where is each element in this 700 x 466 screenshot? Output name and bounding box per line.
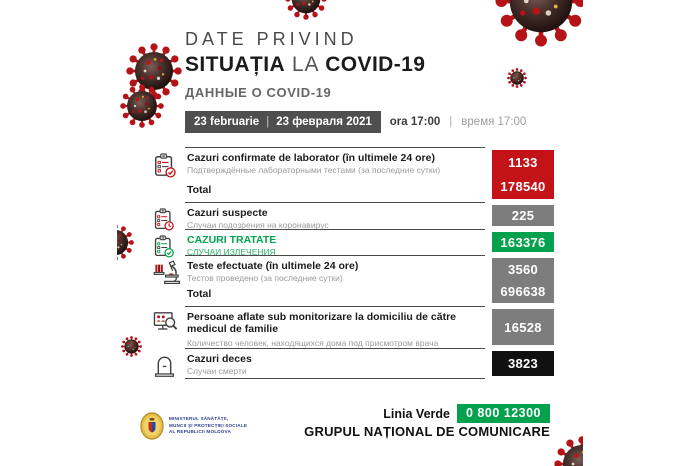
value-badge — [492, 351, 554, 376]
date-badge — [185, 111, 381, 133]
value-badge — [492, 232, 554, 252]
value-total: 178540 — [500, 179, 546, 195]
communication-group-name: GRUPUL NAȚIONAL DE COMUNICARE — [304, 424, 550, 439]
virus-icon — [507, 68, 527, 88]
date-row — [185, 111, 526, 133]
virus-icon — [117, 224, 134, 261]
row-subtitle: СЛУЧАИ ИЗЛЕЧЕНИЯ — [187, 247, 276, 258]
page-title-line2 — [185, 53, 425, 77]
virus-icon — [121, 336, 142, 357]
page-title-line1: DATE PRIVIND — [185, 29, 358, 49]
tombstone-icon — [153, 353, 176, 379]
monitor-search-icon — [153, 311, 179, 335]
virus-icon — [120, 84, 164, 128]
table-row-monitored — [153, 306, 554, 348]
value-badge — [492, 150, 554, 199]
row-title: Persoane aflate sub monitorizare la domiciliu de către medicul de familie — [187, 311, 457, 336]
title-la: LA — [285, 53, 326, 76]
time-russian: время 17:00 — [461, 116, 527, 128]
virus-icon — [554, 436, 583, 466]
page-title-russian: ДАННЫЕ О COVID-19 — [185, 85, 332, 100]
ministry-logo — [140, 412, 247, 440]
row-title: Teste efectuate (în ultimele 24 ore) — [187, 260, 359, 272]
time-separator: | — [449, 116, 453, 128]
row-title: Cazuri suspecte — [187, 207, 268, 219]
infographic — [117, 0, 583, 466]
table-row-tests — [153, 255, 554, 306]
value-badge — [492, 258, 554, 303]
microscope-icon — [153, 260, 181, 286]
value: 3823 — [507, 356, 539, 371]
value: 225 — [511, 208, 535, 223]
hotline-label: Linia Verde — [383, 406, 450, 421]
total-label: Total — [187, 184, 212, 196]
table-row-suspected — [153, 202, 554, 229]
date-separator: | — [266, 116, 270, 128]
stats-table — [153, 147, 554, 379]
hotline-row — [383, 404, 550, 423]
row-subtitle: Случаи смерти — [187, 366, 247, 377]
total-label: Total — [187, 288, 212, 300]
date-russian: 23 февраля 2021 — [276, 116, 372, 128]
hotline-number-badge: 0 800 12300 — [457, 404, 550, 423]
time-romanian: ora 17:00 — [389, 116, 441, 128]
row-subtitle: Тестов проведено (за последние сутки) — [187, 273, 343, 284]
value-badge — [492, 205, 554, 226]
date-romanian: 23 februarie — [194, 116, 260, 128]
value-24h: 3560 — [507, 261, 539, 277]
value-badge — [492, 309, 554, 345]
row-subtitle: Подтверждённые лабораторными тестами (за последние сутки) — [187, 165, 441, 176]
table-row-confirmed — [153, 147, 554, 202]
value-total: 696638 — [500, 284, 546, 300]
virus-icon — [495, 0, 583, 47]
value: 163376 — [500, 234, 546, 250]
row-subtitle: Количество человек, находящихся дома под присмотром врача — [187, 338, 439, 349]
virus-icon — [285, 0, 327, 20]
value: 16528 — [504, 319, 542, 335]
title-situatia: SITUAȚIA — [185, 53, 286, 76]
table-row-treated — [153, 229, 554, 258]
ministry-name: MINISTERUL SĂNĂTĂȚII, MUNCII ȘI PROTECȚIEI SOCIALE AL REPUBLICII MOLDOVA — [169, 416, 248, 435]
title-covid: COVID-19 — [325, 53, 426, 76]
clipboard-check-icon — [153, 152, 177, 179]
row-title: Cazuri confirmate de laborator (în ultimele 24 ore) — [187, 152, 435, 164]
row-subtitle: Случаи подозрения на коронавирус — [187, 220, 329, 231]
value-24h: 1133 — [508, 154, 538, 170]
moldova-emblem-icon — [140, 412, 164, 440]
row-title: Cazuri deces — [187, 353, 252, 365]
table-row-deaths — [153, 348, 554, 379]
row-title: CAZURI TRATATE — [187, 234, 277, 246]
